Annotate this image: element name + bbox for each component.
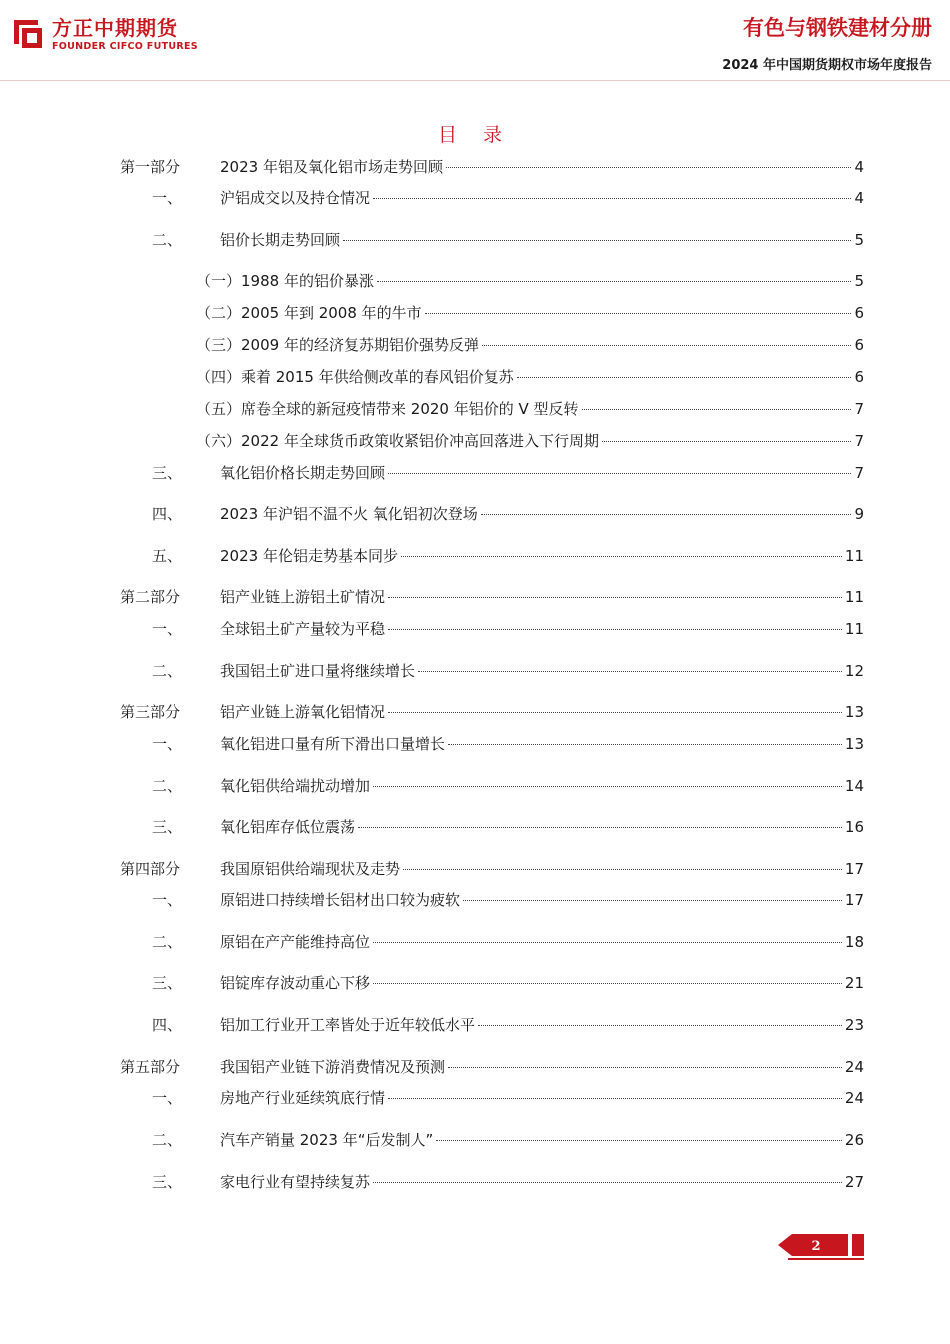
toc-entry-title: 铝价长期走势回顾 — [220, 231, 341, 249]
toc-row[interactable] — [0, 461, 950, 485]
toc-entry-title: 2023 年铝及氧化铝市场走势回顾 — [220, 158, 443, 176]
toc-leader-dots — [377, 281, 852, 282]
toc-leader-dots — [401, 556, 842, 557]
toc-row[interactable] — [0, 1013, 950, 1037]
toc-title: 目 录 — [437, 124, 513, 146]
toc-entry — [220, 930, 864, 954]
toc-entry — [220, 1013, 864, 1037]
toc-leader-dots — [388, 712, 842, 713]
toc-row[interactable] — [0, 888, 950, 912]
toc-page-number: 17 — [844, 891, 864, 909]
toc-row[interactable] — [0, 544, 950, 568]
toc-leader-dots — [373, 1182, 842, 1183]
toc-row[interactable] — [0, 502, 950, 526]
toc-page-number: 7 — [854, 432, 864, 450]
toc-number: 第四部分 — [120, 860, 181, 878]
toc-page-number: 26 — [844, 1131, 864, 1149]
toc-entry-title: 氧化铝进口量有所下滑出口量增长 — [220, 735, 446, 753]
toc-number: 二、 — [152, 1131, 183, 1149]
toc-page-number: 4 — [854, 189, 864, 207]
page-number: 2 — [811, 1239, 821, 1254]
toc-entry-title: 氧化铝库存低位震荡 — [220, 818, 356, 836]
toc-entry — [220, 1055, 864, 1079]
toc-number: 一、 — [152, 620, 183, 638]
toc-page-number: 11 — [844, 547, 864, 565]
toc-row[interactable] — [0, 732, 950, 756]
toc-leader-dots — [446, 167, 852, 168]
toc-page-number: 21 — [844, 974, 864, 992]
toc-page-number: 13 — [844, 735, 864, 753]
toc-row[interactable] — [0, 1170, 950, 1194]
toc-entry-title: 2023 年沪铝不温不火 氧化铝初次登场 — [220, 505, 478, 523]
toc-entry-title: 铝锭库存波动重心下移 — [220, 974, 371, 992]
toc-number: 三、 — [152, 464, 183, 482]
logo-chinese-name: 方正中期期货 — [52, 15, 178, 40]
toc-page-number: 18 — [844, 933, 864, 951]
toc-page-number: 23 — [844, 1016, 864, 1034]
toc-leader-dots — [373, 198, 851, 199]
toc-page-number: 4 — [854, 158, 864, 176]
toc-page-number: 9 — [854, 505, 864, 523]
toc-leader-dots — [388, 629, 842, 630]
toc-row[interactable] — [0, 397, 950, 421]
toc-entry-title: 房地产行业延续筑底行情 — [220, 1089, 386, 1107]
toc-page-number: 24 — [844, 1089, 864, 1107]
toc-row[interactable] — [0, 228, 950, 252]
toc-leader-dots — [418, 671, 842, 672]
toc-number: 一、 — [152, 891, 183, 909]
toc-entry — [220, 186, 864, 210]
toc-row[interactable] — [0, 930, 950, 954]
logo-english-name: FOUNDER CIFCO FUTURES — [52, 40, 198, 52]
toc-number: 二、 — [152, 777, 183, 795]
toc-entry — [220, 461, 864, 485]
toc-entry-title: （一）1988 年的铝价暴涨 — [196, 272, 374, 290]
toc-entry-title: 全球铝土矿产量较为平稳 — [220, 620, 386, 638]
toc-entry-title: （六）2022 年全球货币政策收紧铝价冲高回落进入下行周期 — [196, 432, 599, 450]
toc-row[interactable] — [0, 815, 950, 839]
toc-entry-title: 2023 年伦铝走势基本同步 — [220, 547, 398, 565]
toc-entry — [220, 1086, 864, 1110]
toc-entry-title: 铝产业链上游铝土矿情况 — [220, 588, 386, 606]
toc-entry — [196, 397, 864, 421]
toc-leader-dots — [602, 441, 852, 442]
toc-page-number: 5 — [854, 231, 864, 249]
toc-entry-title: （四）乘着 2015 年供给侧改革的春风铝价复苏 — [196, 368, 514, 386]
toc-leader-dots — [403, 869, 842, 870]
toc-number: 二、 — [152, 231, 183, 249]
toc-number: 三、 — [152, 974, 183, 992]
toc-entry — [220, 544, 864, 568]
toc-entry-title: （五）席卷全球的新冠疫情带来 2020 年铝价的 V 型反转 — [196, 400, 579, 418]
toc-number: 三、 — [152, 1173, 183, 1191]
toc-entry — [196, 365, 864, 389]
toc-page-number: 12 — [844, 662, 864, 680]
toc-leader-dots — [373, 983, 842, 984]
toc-entry — [220, 585, 864, 609]
toc-page-number: 11 — [844, 620, 864, 638]
toc-row[interactable] — [0, 186, 950, 210]
toc-row[interactable] — [0, 659, 950, 683]
toc-row[interactable] — [0, 1128, 950, 1152]
toc-number: 四、 — [152, 505, 183, 523]
toc-page-number: 6 — [854, 368, 864, 386]
toc-page-number: 13 — [844, 703, 864, 721]
toc-leader-dots — [478, 1025, 842, 1026]
toc-number: 一、 — [152, 735, 183, 753]
toc-entry-title: 我国铝土矿进口量将继续增长 — [220, 662, 416, 680]
toc-page-number: 16 — [844, 818, 864, 836]
toc-entry-title: （三）2009 年的经济复苏期铝价强势反弹 — [196, 336, 479, 354]
toc-entry-title: 铝产业链上游氧化铝情况 — [220, 703, 386, 721]
toc-entry — [220, 857, 864, 881]
toc-page-number: 14 — [844, 777, 864, 795]
toc-row[interactable] — [0, 365, 950, 389]
toc-entry-title: 沪铝成交以及持仓情况 — [220, 189, 371, 207]
toc-leader-dots — [388, 1098, 842, 1099]
toc-entry — [220, 815, 864, 839]
toc-number: 第一部分 — [120, 158, 181, 176]
toc-row[interactable] — [0, 301, 950, 325]
toc-leader-dots — [373, 942, 842, 943]
toc-entry-title: 汽车产销量 2023 年“后发制人” — [220, 1131, 434, 1149]
toc-leader-dots — [481, 514, 852, 515]
toc-entry — [196, 269, 864, 293]
toc-page-number: 6 — [854, 304, 864, 322]
toc-leader-dots — [517, 377, 852, 378]
toc-entry-title: 铝加工行业开工率皆处于近年较低水平 — [220, 1016, 476, 1034]
toc-number: 第五部分 — [120, 1058, 181, 1076]
toc-page-number: 24 — [844, 1058, 864, 1076]
toc-entry — [196, 301, 864, 325]
toc-leader-dots — [448, 744, 842, 745]
toc-entry — [220, 1128, 864, 1152]
toc-leader-dots — [388, 473, 851, 474]
toc-number: 第二部分 — [120, 588, 181, 606]
toc-entry — [220, 732, 864, 756]
toc-leader-dots — [358, 827, 842, 828]
toc-number: 四、 — [152, 1016, 183, 1034]
toc-entry — [220, 502, 864, 526]
toc-row[interactable] — [0, 857, 950, 881]
toc-entry-title: 原铝在产产能维持高位 — [220, 933, 371, 951]
toc-page-number: 11 — [844, 588, 864, 606]
toc-entry — [220, 700, 864, 724]
toc-entry-title: 我国原铝供给端现状及走势 — [220, 860, 401, 878]
toc-leader-dots — [463, 900, 842, 901]
toc-entry-title: 原铝进口持续增长铝材出口较为疲软 — [220, 891, 461, 909]
toc-entry-title: （二）2005 年到 2008 年的牛市 — [196, 304, 422, 322]
toc-page-number: 6 — [854, 336, 864, 354]
toc-row[interactable] — [0, 1055, 950, 1079]
toc-entry-title: 氧化铝价格长期走势回顾 — [220, 464, 386, 482]
toc-number: 第三部分 — [120, 703, 181, 721]
toc-row[interactable] — [0, 333, 950, 357]
toc-row[interactable] — [0, 585, 950, 609]
toc-leader-dots — [343, 240, 851, 241]
toc-leader-dots — [448, 1067, 842, 1068]
toc-entry — [220, 1170, 864, 1194]
toc-leader-dots — [582, 409, 852, 410]
toc-page-number: 7 — [854, 464, 864, 482]
toc-entry — [220, 774, 864, 798]
toc-entry — [196, 333, 864, 357]
toc-row[interactable] — [0, 269, 950, 293]
toc-number: 五、 — [152, 547, 183, 565]
toc-entry — [220, 971, 864, 995]
toc-row[interactable] — [0, 1086, 950, 1110]
toc-leader-dots — [388, 597, 842, 598]
toc-entry — [220, 155, 864, 179]
toc-row[interactable] — [0, 429, 950, 453]
toc-entry — [196, 429, 864, 453]
toc-entry — [220, 659, 864, 683]
toc-leader-dots — [373, 786, 842, 787]
toc-entry — [220, 888, 864, 912]
toc-page-number: 5 — [854, 272, 864, 290]
report-title: 2024 年中国期货期权市场年度报告 — [722, 58, 932, 73]
toc-leader-dots — [436, 1140, 842, 1141]
toc-entry — [220, 617, 864, 641]
toc-entry-title: 我国铝产业链下游消费情况及预测 — [220, 1058, 446, 1076]
toc-leader-dots — [482, 345, 852, 346]
toc-row[interactable] — [0, 774, 950, 798]
toc-row[interactable] — [0, 700, 950, 724]
toc-row[interactable] — [0, 971, 950, 995]
toc-number: 二、 — [152, 933, 183, 951]
toc-entry-title: 氧化铝供给端扰动增加 — [220, 777, 371, 795]
toc-entry — [220, 228, 864, 252]
page-number-badge — [778, 1228, 864, 1262]
toc-leader-dots — [425, 313, 852, 314]
toc-number: 三、 — [152, 818, 183, 836]
toc-number: 一、 — [152, 189, 183, 207]
toc-number: 一、 — [152, 1089, 183, 1107]
toc-entry-title: 家电行业有望持续复苏 — [220, 1173, 371, 1191]
toc-row[interactable] — [0, 617, 950, 641]
toc-page-number: 17 — [844, 860, 864, 878]
section-title: 有色与钢铁建材分册 — [743, 16, 932, 40]
toc-number: 二、 — [152, 662, 183, 680]
toc-row[interactable] — [0, 155, 950, 179]
toc-page-number: 27 — [844, 1173, 864, 1191]
toc-page-number: 7 — [854, 400, 864, 418]
